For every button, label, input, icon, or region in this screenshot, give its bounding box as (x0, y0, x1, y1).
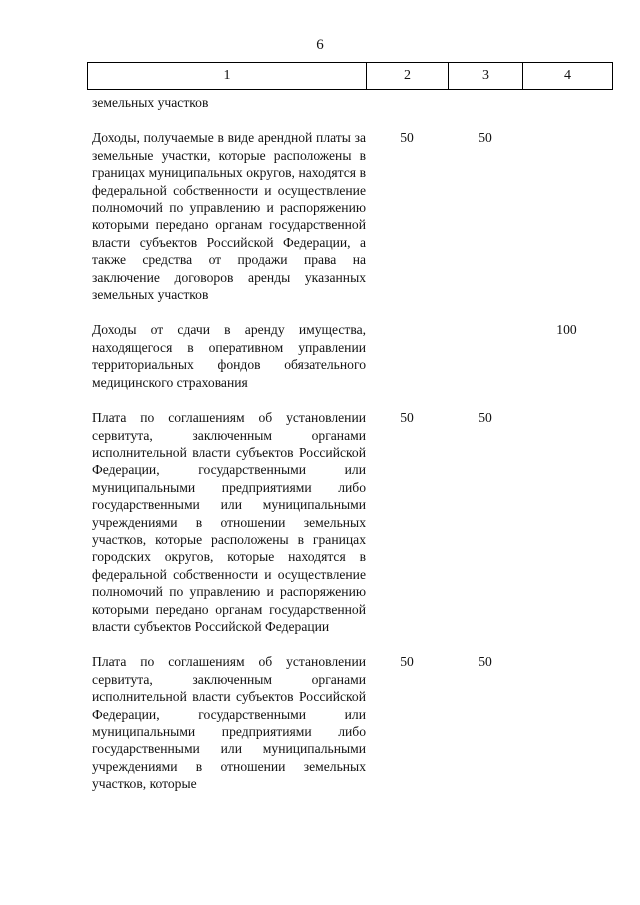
table-row (87, 94, 613, 111)
row-value-col2: 50 (400, 654, 414, 670)
table-row (87, 653, 613, 792)
row-value-col2 (366, 94, 448, 111)
column-header-2: 2 (367, 63, 449, 89)
table-body (87, 94, 613, 793)
row-gap (87, 391, 613, 409)
row-value-col2: 50 (400, 410, 414, 426)
row-value-col3: 50 (478, 410, 492, 426)
row-value-col3: 50 (478, 130, 492, 146)
table-row (87, 129, 613, 303)
table-header (87, 62, 613, 90)
table-row (87, 321, 613, 391)
column-header-1: 1 (88, 63, 367, 89)
row-value-col4 (522, 409, 611, 635)
table-row (87, 409, 613, 635)
row-description: Доходы от сдачи в аренду имущества, находящегося в оперативном управлении территориальных фондов обязательного медицинского страхования (92, 322, 366, 390)
row-description: Доходы, получаемые в виде арендной платы за земельные участки, которые расположены в границах муниципальных округов, находятся в федеральной собственности и осуществление полномочий по управлению и распоряжению которыми передано органам государственной власти субъектов Российской Федерации, а также средства от продажи права на заключение договоров аренды указанных земельных участков (92, 130, 366, 303)
row-value-col4 (522, 129, 611, 303)
page-number: 6 (316, 37, 324, 53)
row-gap (87, 303, 613, 321)
row-gap (87, 635, 613, 653)
row-value-col2 (366, 321, 448, 391)
row-description: земельных участков (92, 95, 209, 110)
row-value-col2: 50 (400, 130, 414, 146)
column-header-4: 4 (564, 68, 571, 83)
column-header-3: 3 (449, 63, 523, 89)
row-value-col3: 50 (478, 654, 492, 670)
row-value-col3 (448, 321, 522, 391)
row-value-col4 (522, 653, 611, 792)
row-gap (87, 111, 613, 129)
row-description: Плата по соглашениям об установлении сервитута, заключенным органами исполнительной власти субъектов Российской Федерации, государственными или муниципальными предприятиями либо государственными или муниципальными учреждениями в отношении земельных участков, которые (92, 654, 366, 792)
row-description: Плата по соглашениям об установлении сервитута, заключенным органами исполнительной власти субъектов Российской Федерации, государственными или муниципальными предприятиями либо государственными или муниципальными учреждениями в отношении земельных участков, которые расположены в границах городских округов, которые находятся в федеральной собственности и осуществление полномочий по управлению и распоряжению которыми передано органам государственной власти субъектов Российской Федерации (92, 410, 366, 634)
row-value-col4: 100 (556, 322, 577, 338)
row-value-col3 (448, 94, 522, 111)
row-value-col4 (522, 94, 611, 111)
